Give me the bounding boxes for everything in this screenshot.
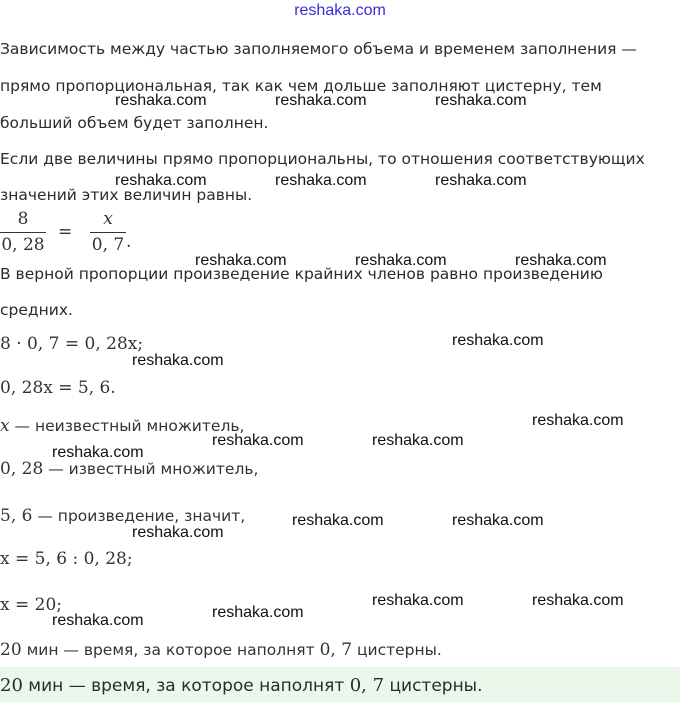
watermark: reshaka.com [372, 432, 464, 449]
paragraph-line: средних. [0, 301, 73, 319]
equation-text: — произведение, значит, [32, 507, 246, 525]
equation-line: 8 · 0, 7 = 0, 28x; [0, 334, 144, 354]
equation-math: x [0, 416, 10, 436]
watermark: reshaka.com [212, 432, 304, 449]
answer-text: цистерны. [384, 676, 483, 696]
equation-text: — известный множитель, [43, 460, 259, 478]
equals-sign: = [58, 222, 73, 242]
watermark: reshaka.com [292, 512, 384, 529]
paragraph-line: больший объем будет заполнен. [0, 114, 269, 132]
paragraph-line: значений этих величин равны. [0, 186, 253, 204]
watermark: reshaka.com [115, 92, 207, 109]
answer-value: 0, 7 [319, 640, 353, 660]
fraction-right [90, 209, 126, 255]
fraction-denominator: 0, 7 [91, 235, 125, 255]
fraction-numerator: x [103, 209, 113, 229]
equation-line: 0, 28x = 5, 6. [0, 378, 116, 398]
equation-math: 5, 6 [0, 506, 33, 526]
watermark: reshaka.com [52, 444, 144, 461]
watermark: reshaka.com [115, 172, 207, 189]
equation-text: — неизвестный множитель, [9, 417, 245, 435]
equation-line: x = 5, 6 : 0, 28; [0, 549, 133, 569]
equation-line [0, 459, 258, 479]
equation-math: 0, 28 [0, 459, 44, 479]
watermark: reshaka.com [532, 592, 624, 609]
watermark: reshaka.com [515, 252, 607, 269]
fraction-denominator: 0, 28 [1, 235, 45, 255]
watermark: reshaka.com [452, 332, 544, 349]
watermark: reshaka.com [435, 92, 527, 109]
watermark: reshaka.com [132, 352, 224, 369]
watermark: reshaka.com [452, 512, 544, 529]
watermark: reshaka.com [435, 172, 527, 189]
answer-number: 20 [0, 640, 22, 660]
watermark: reshaka.com [132, 524, 224, 541]
paragraph-line: Если две величины прямо пропорциональны, то отношения соответствующих [0, 150, 645, 168]
answer-line [0, 640, 442, 660]
answer-text: мин — время, за которое наполнят [21, 641, 320, 659]
watermark: reshaka.com [212, 604, 304, 621]
watermark: reshaka.com [52, 612, 144, 629]
paragraph-line: Зависимость между частью заполняемого объема и временем заполнения — [0, 40, 637, 58]
watermark: reshaka.com [195, 252, 287, 269]
answer-text: цистерны. [352, 641, 442, 659]
equation-line: x = 20; [0, 595, 62, 615]
answer-value: 0, 7 [349, 675, 385, 696]
equation-line [0, 506, 245, 526]
watermark: reshaka.com [532, 412, 624, 429]
answer-text: мин — время, за которое наполнят [22, 676, 350, 696]
fraction-left [0, 209, 46, 255]
equation-line [0, 416, 244, 436]
paragraph-line: прямо пропорциональная, так как чем дольше заполняют цистерну, тем [0, 77, 602, 95]
answer-number: 20 [0, 675, 23, 696]
fraction-numerator: 8 [17, 209, 29, 229]
watermark: reshaka.com [275, 172, 367, 189]
watermark: reshaka.com [372, 592, 464, 609]
highlighted-answer [0, 675, 483, 696]
period: . [126, 232, 132, 252]
watermark: reshaka.com [355, 252, 447, 269]
watermark: reshaka.com [275, 92, 367, 109]
site-header[interactable]: reshaka.com [294, 2, 386, 19]
paragraph-line: В верной пропорции произведение крайних членов равно произведению [0, 265, 603, 283]
